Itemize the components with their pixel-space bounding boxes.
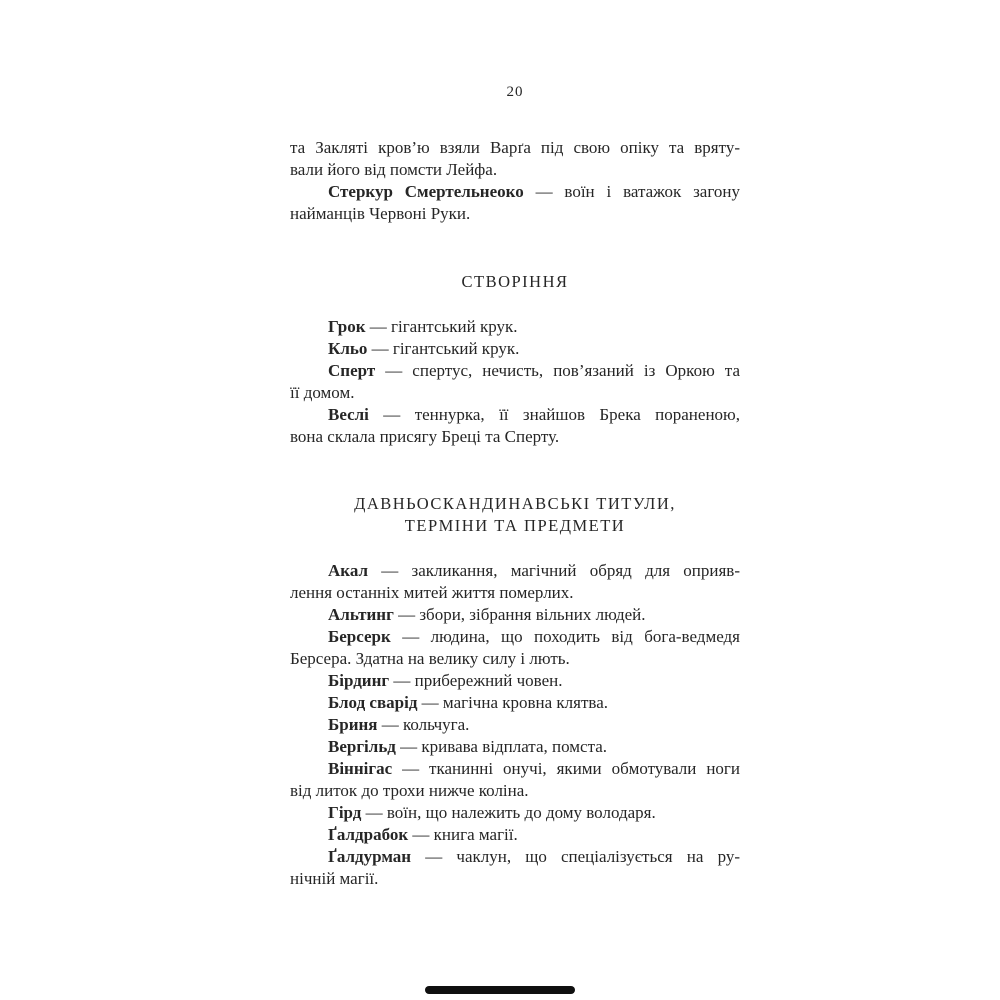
page-number: 20 <box>506 84 524 100</box>
glossary-definition: — кривава відплата, помста. <box>395 737 608 756</box>
glossary-definition: — закликання, магічний обряд для оприяв- <box>368 561 740 580</box>
text-line <box>290 714 740 736</box>
glossary-titles-terms <box>290 560 740 890</box>
text-line <box>290 670 740 692</box>
glossary-term: Гірд <box>328 803 362 822</box>
section-heading-line: ТЕРМІНИ ТА ПРЕДМЕТИ <box>404 516 626 535</box>
text-line <box>290 758 740 780</box>
glossary-term: Грок <box>328 317 366 336</box>
text-line: та Закляті кров’ю взяли Варґа під свою опіку та вряту- <box>290 138 740 157</box>
glossary-term: Вергільд <box>328 737 396 756</box>
glossary-definition: — людина, що походить від бога-ведмедя <box>390 627 740 646</box>
glossary-term: Акал <box>328 561 369 580</box>
glossary-definition: — магічна кровна клятва. <box>417 693 609 712</box>
text-line: від литок до трохи нижче коліна. <box>290 781 529 800</box>
glossary-term: Бриня <box>328 715 378 734</box>
text-line: Берсера. Здатна на велику силу і лють. <box>290 649 570 668</box>
section-heading-line: СТВОРІННЯ <box>461 272 569 291</box>
glossary-definition: — воїн і ватажок загону <box>523 182 740 201</box>
glossary-definition: — збори, зібрання вільних людей. <box>393 605 646 624</box>
text-line: найманців Червоні Руки. <box>290 204 471 223</box>
glossary-definition: — чаклун, що спеціалізується на ру- <box>411 847 740 866</box>
text-line: нічній магії. <box>290 869 379 888</box>
text-line <box>290 404 740 426</box>
text-line: вона склала присягу Бреці та Сперту. <box>290 427 560 446</box>
glossary-term: Стеркур Смертельнеоко <box>328 182 524 201</box>
text-line <box>290 604 740 626</box>
glossary-term: Ґалдурман <box>328 847 412 866</box>
glossary-definition: — спертус, нечисть, пов’язаний із Оркою та <box>375 361 740 380</box>
text-line: лення останніх митей життя померлих. <box>290 583 574 602</box>
glossary-term: Альтинг <box>328 605 394 624</box>
glossary-definition: — прибережний човен. <box>389 671 563 690</box>
glossary-definition: — воїн, що належить до дому володаря. <box>361 803 656 822</box>
glossary-term: Сперт <box>328 361 376 380</box>
text-line <box>290 824 740 846</box>
text-line <box>290 316 740 338</box>
text-line: вали його від помсти Лейфа. <box>290 160 498 179</box>
glossary-definition: — теннурка, її знайшов Брека пораненою, <box>368 405 740 424</box>
text-line <box>290 692 740 714</box>
glossary-definition: — тканинні онучі, якими обмотували ноги <box>392 759 740 778</box>
glossary-term: Веслі <box>328 405 369 424</box>
section-heading-line: ДАВНЬОСКАНДИНАВСЬКІ ТИТУЛИ, <box>354 494 676 513</box>
glossary-term: Бірдинг <box>328 671 390 690</box>
glossary-term: Берсерк <box>328 627 391 646</box>
text-line <box>290 736 740 758</box>
glossary-definition: — гігантський крук. <box>367 339 520 358</box>
glossary-term: Кльо <box>328 339 368 358</box>
text-line: її домом. <box>290 383 355 402</box>
section-heading-titles-terms <box>290 493 740 537</box>
text-line <box>290 360 740 382</box>
glossary-definition: — книга магії. <box>408 825 518 844</box>
intro-paragraphs <box>290 137 740 225</box>
glossary-term: Ґалдрабок <box>328 825 409 844</box>
home-indicator-bar[interactable] <box>425 986 575 994</box>
glossary-term: Блод сварід <box>328 693 418 712</box>
glossary-definition: — гігантський крук. <box>365 317 518 336</box>
text-line <box>290 560 740 582</box>
text-line <box>290 626 740 648</box>
text-line <box>290 846 740 868</box>
section-heading-creatures <box>290 271 740 293</box>
glossary-definition: — кольчуга. <box>377 715 470 734</box>
glossary-term: Віннігас <box>328 759 393 778</box>
text-line <box>290 802 740 824</box>
text-line <box>290 338 740 360</box>
text-line <box>290 181 740 203</box>
glossary-creatures <box>290 316 740 448</box>
